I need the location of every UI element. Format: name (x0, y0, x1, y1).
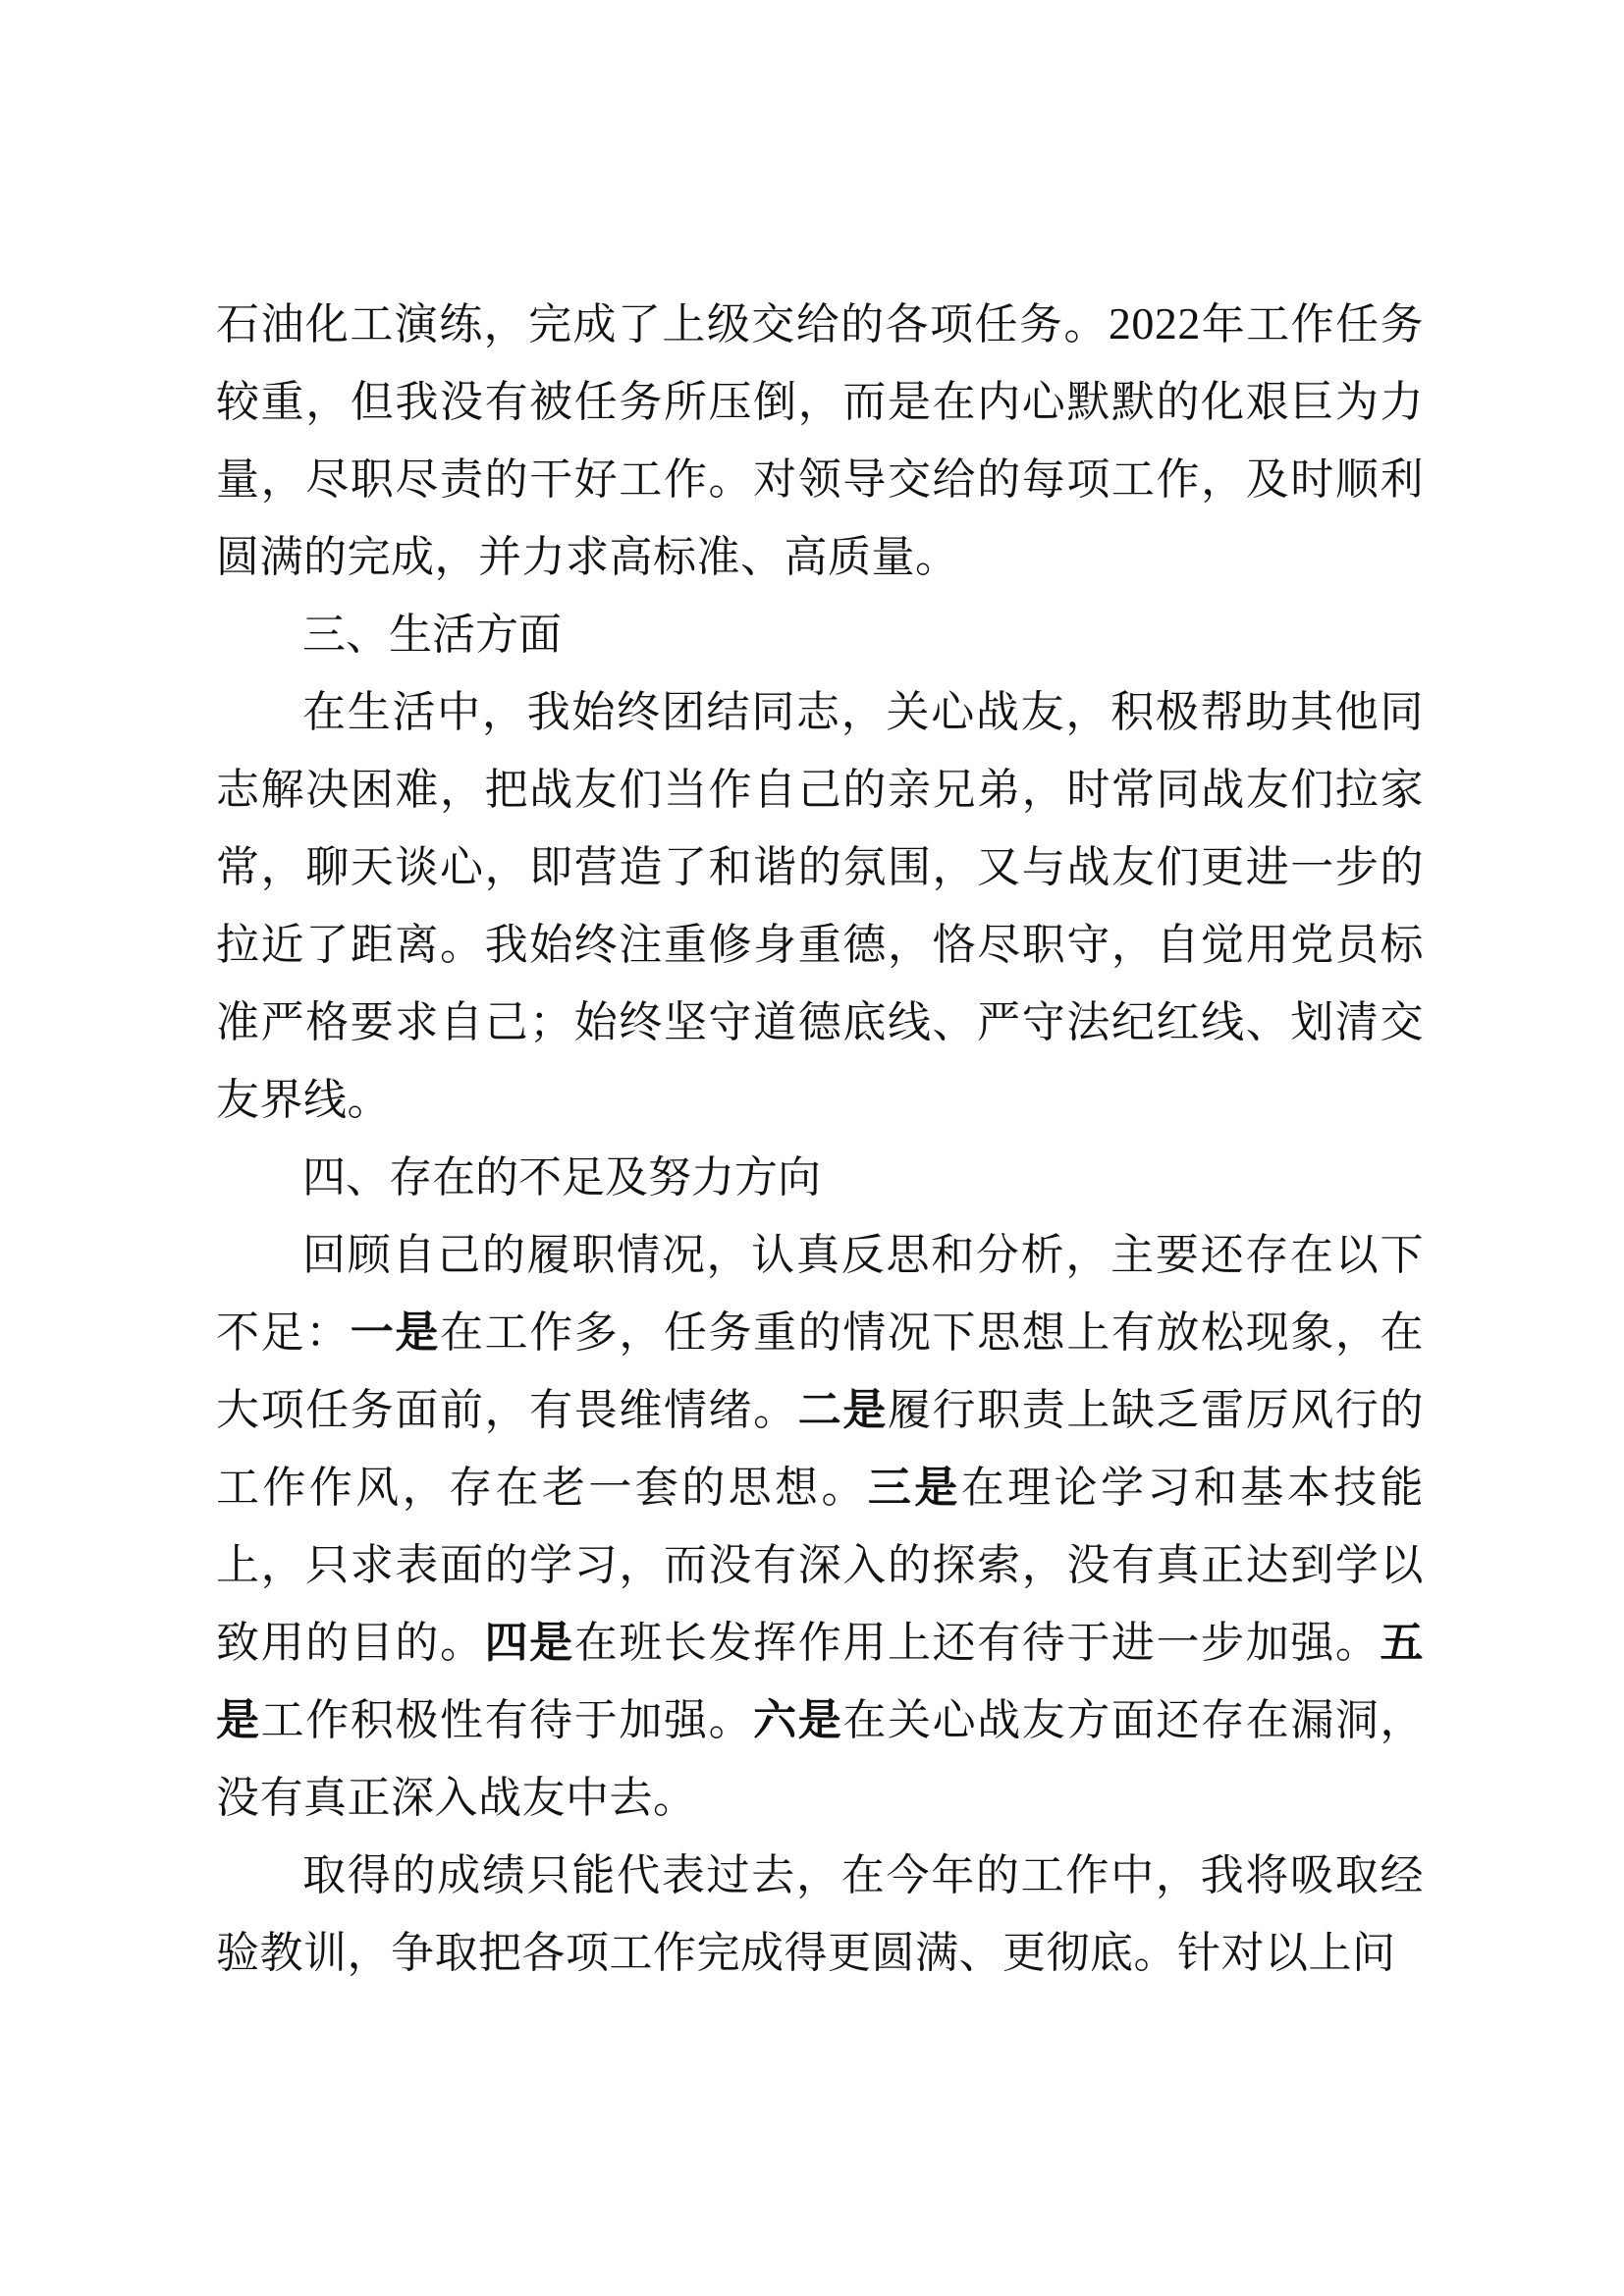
year-number: 2022 (1108, 298, 1201, 348)
text-segment: 在理论学习和基本技能上，只求表面的学习，而没有深入的探索，没有真正达到学以致用的目的。 (216, 1463, 1425, 1668)
point-keyword: 二是 (797, 1385, 888, 1435)
text-segment: 回顾自己的履职情况，认真反思和分析，主要还存在以下不足： (216, 1230, 1424, 1358)
text-segment: 履行职责上缺乏雷厉风行的工作作风，存在老一套的思想。 (216, 1385, 1425, 1513)
section-heading-shortcomings: 四、存在的不足及努力方向 (302, 1152, 821, 1202)
point-keyword: 六是 (753, 1695, 843, 1745)
point-keyword: 一是 (350, 1308, 440, 1358)
paragraph-conclusion: 取得的成绩只能代表过去，在今年的工作中，我将吸取经验教训，争取把各项工作完成得更圆满、更彻底。针对以上问 (216, 1850, 1424, 1978)
point-keyword: 三是 (867, 1463, 961, 1513)
text-segment: 石油化工演练，完成了上级交给的各项任务。 (216, 299, 1109, 349)
point-keyword: 五是 (216, 1618, 1425, 1745)
text-segment: 工作积极性有待于加强。 (260, 1695, 754, 1745)
section-heading-life: 三、生活方面 (302, 610, 562, 660)
text-segment: 在工作多，任务重的情况下思想上有放松现象，在大项任务面前，有畏维情绪。 (216, 1308, 1425, 1435)
paragraph-shortcomings (216, 1216, 1424, 1837)
text-segment: 在班长发挥作用上还有待于进一步加强。 (573, 1618, 1380, 1668)
point-keyword: 四是 (484, 1618, 574, 1668)
text-segment: 在关心战友方面还存在漏洞，没有真正深入战友中去。 (216, 1695, 1425, 1823)
document-body (216, 285, 1424, 1992)
paragraph-life: 在生活中，我始终团结同志，关心战友，积极帮助其他同志解决困难，把战友们当作自己的亲兄弟，时常同战友们拉家常，聊天谈心，即营造了和谐的氛围，又与战友们更进一步的拉近了距离。我始终注重修身重德，恪尽职守，自觉用党员标准严格要求自己；始终坚守道德底线、严守法纪红线、划清交友界线。 (216, 687, 1424, 1125)
paragraph-work-summary (216, 285, 1424, 596)
text-segment: 年工作任务较重，但我没有被任务所压倒，而是在内心默默的化艰巨为力量，尽职尽责的干好工作。对领导交给的每项工作，及时顺利圆满的完成，并力求高标准、高质量。 (216, 299, 1425, 582)
